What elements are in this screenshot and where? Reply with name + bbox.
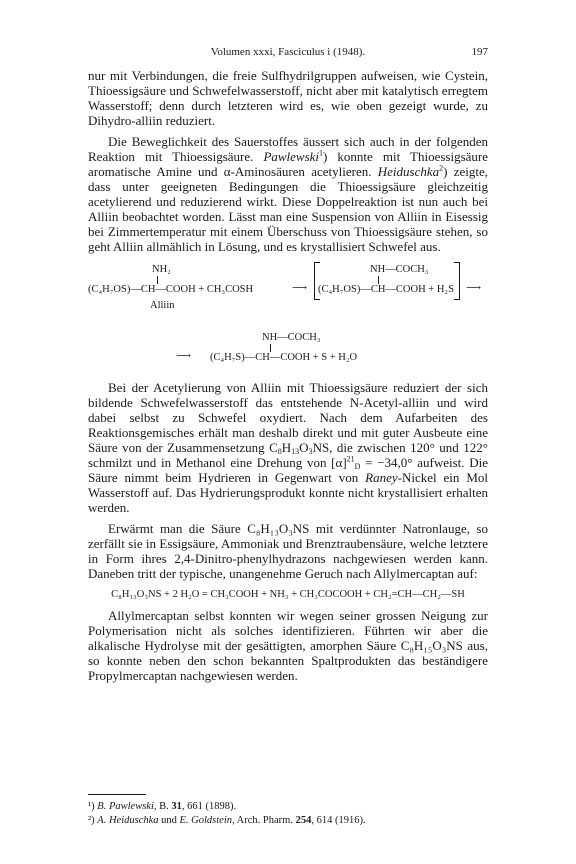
footnote-2-journal: Arch. Pharm. xyxy=(234,815,296,826)
running-title: Volumen xxxi, Fasciculus i (1948). xyxy=(210,46,366,58)
footnote-2-author-1: A. Heiduschka xyxy=(97,815,159,826)
eq1-bond-2 xyxy=(378,276,379,284)
footnote-1 xyxy=(88,800,488,813)
footnote-ref-2: 2 xyxy=(439,163,444,173)
author-pawlewski: Pawlewski xyxy=(263,149,320,164)
eq2-main: (C₄H₇S)—CH—COOH + S + H₂O xyxy=(210,352,358,363)
equation-hydrolysis: C₈H₁₃O₃NS + 2 H₂O = CH₃COOH + NH₃ + CH₃COCOOH + CH₂=CH—CH₂—SH xyxy=(111,589,465,600)
article-body xyxy=(88,68,488,683)
footnote-2-author-2: E. Goldstein, xyxy=(179,815,235,826)
footnote-1-pages: , 661 (1898). xyxy=(181,801,237,812)
paragraph-2-text-c: ) zeigte, dass unter geeigneten Bedingungen die Thioessigsäure gleichzeitig acetylierend und reduzierend wirkt. Diese Doppelreaktion ist nun auch bei Alliin beobachtet worden. Lässt man eine Suspension von Alliin in Eisessig bei Zimmertemperatur mit einem Überschuss von Thioessigsäure stehen, so geht Alliin allmählich in Lösung, und es krystallisiert Schwefel aus. xyxy=(88,164,488,254)
paragraph-5: Allylmercaptan selbst konnten wir wegen seiner grossen Neigung zur Polymerisation nicht als solches identifizieren. Führten wir aber die alkalische Hydrolyse mit der gesättigten, amorphen Säure C₈H₁₅O₃NS aus, so konnte neben den schon bekannten Spaltprodukten das beständigere Propylmercaptan nachgewiesen werden. xyxy=(88,608,488,683)
raney-name: Raney xyxy=(365,470,398,485)
footnote-1-author: B. Pawlewski, xyxy=(97,801,157,812)
page-number: 197 xyxy=(471,46,488,58)
paragraph-3 xyxy=(88,380,488,515)
footnote-2-volume: 254 xyxy=(295,815,312,826)
eq1-bracket-right xyxy=(454,262,460,300)
eq2-arrow: ⟶ xyxy=(176,351,192,362)
paragraph-2 xyxy=(88,134,488,254)
rotation-d-line: D xyxy=(354,462,361,471)
eq1-nh2: NH₂ xyxy=(152,264,171,275)
eq1-alliin-label: Alliin xyxy=(150,300,175,311)
eq1-arrow: ⟶ xyxy=(292,283,308,294)
paragraph-3-text-a: Bei der Acetylierung von Alliin mit Thioessigsäure reduziert der sich bildende Schwefelwasserstoff das entstehende N-Acetyl-alliin und wird dabei selbst zu Schwefel oxydiert. Nach dem Aufarbeiten des Reaktionsgemisches erhält man deshalb direkt und mit guter Ausbeute eine Säure von der Zusammensetzung C xyxy=(88,380,488,455)
eq1-arrow-2: ⟶ xyxy=(466,283,482,294)
footnote-rule xyxy=(88,794,146,795)
rotation-temperature: 21 xyxy=(346,454,355,464)
paragraph-3-text-b: NS, die zwischen 120° und 122° schmilzt und in Methanol eine Drehung von [α] xyxy=(88,440,488,470)
paragraph-2-text-a: Die Beweglichkeit des Sauerstoffes äussert sich auch in der folgenden Reaktion mit Thioessigsäure. xyxy=(88,134,488,164)
footnote-2-and: und xyxy=(158,815,180,826)
formula-sub-c: 8 xyxy=(277,447,282,456)
eq1-mid: (C₄H₇OS)—CH—COOH + H₂S xyxy=(318,284,454,295)
footnote-1-volume: 31 xyxy=(171,801,182,812)
paragraph-3-text-d: -Nickel ein Mol Wasserstoff auf. Das Hydrierungsprodukt konnte nicht krystallisiert erhalten werden. xyxy=(88,470,488,515)
formula-o: O xyxy=(299,440,309,455)
eq2-top: NH—COCH₃ xyxy=(262,332,321,343)
eq2-bond xyxy=(270,344,271,352)
footnote-ref-1: 1 xyxy=(319,148,324,158)
equation-acetylation xyxy=(88,260,488,328)
equation-reduction xyxy=(88,328,488,380)
footnote-1-journal: B. xyxy=(156,801,172,812)
footnote-2-pages: , 614 (1916). xyxy=(311,815,366,826)
footnote-2-number: ²) xyxy=(88,815,95,826)
eq1-mid-top: NH—COCH₃ xyxy=(370,264,429,275)
formula-h: H xyxy=(281,440,292,455)
author-heiduschka: Heiduschka xyxy=(377,164,440,179)
running-header xyxy=(88,46,488,62)
eq1-left-side: (C₄H₇OS)—CH—COOH + CH₃COSH xyxy=(88,284,254,295)
paragraph-3-text-c: = −34,0° aufweist. Die Säure nimmt beim Hydrieren in Gegenwart von xyxy=(88,455,489,485)
formula-sub-o: 3 xyxy=(308,447,313,456)
paragraph-4: Erwärmt man die Säure C₈H₁₃O₃NS mit verdünnter Natronlauge, so zerfällt sie in Essigsäure, Ammoniak und Brenztraubensäure, welche letztere in Form ihres 2,4-Dinitro-phenylhydrazons nachgewiesen werden kann. Daneben tritt der typische, unangenehme Geruch nach Allylmercaptan auf: xyxy=(88,521,488,581)
paragraph-1: nur mit Verbindungen, die freie Sulfhydrilgruppen aufweisen, wie Cystein, Thioessigsäure und Schwefelwasserstoff, nicht aber mit katalytisch erregtem Wasserstoff; denn durch letzteren wird es, wie oben gezeigt wurde, zu Dihydro-alliin reduziert. xyxy=(88,68,488,128)
footnote-1-number: ¹) xyxy=(88,801,95,812)
footnote-2 xyxy=(88,814,488,827)
paragraph-2-text-b: ) konnte mit Thioessigsäure aromatische Amine und α-Aminosäuren acetylieren. xyxy=(88,149,488,179)
eq1-bond xyxy=(157,276,158,284)
formula-sub-h: 13 xyxy=(291,447,300,456)
